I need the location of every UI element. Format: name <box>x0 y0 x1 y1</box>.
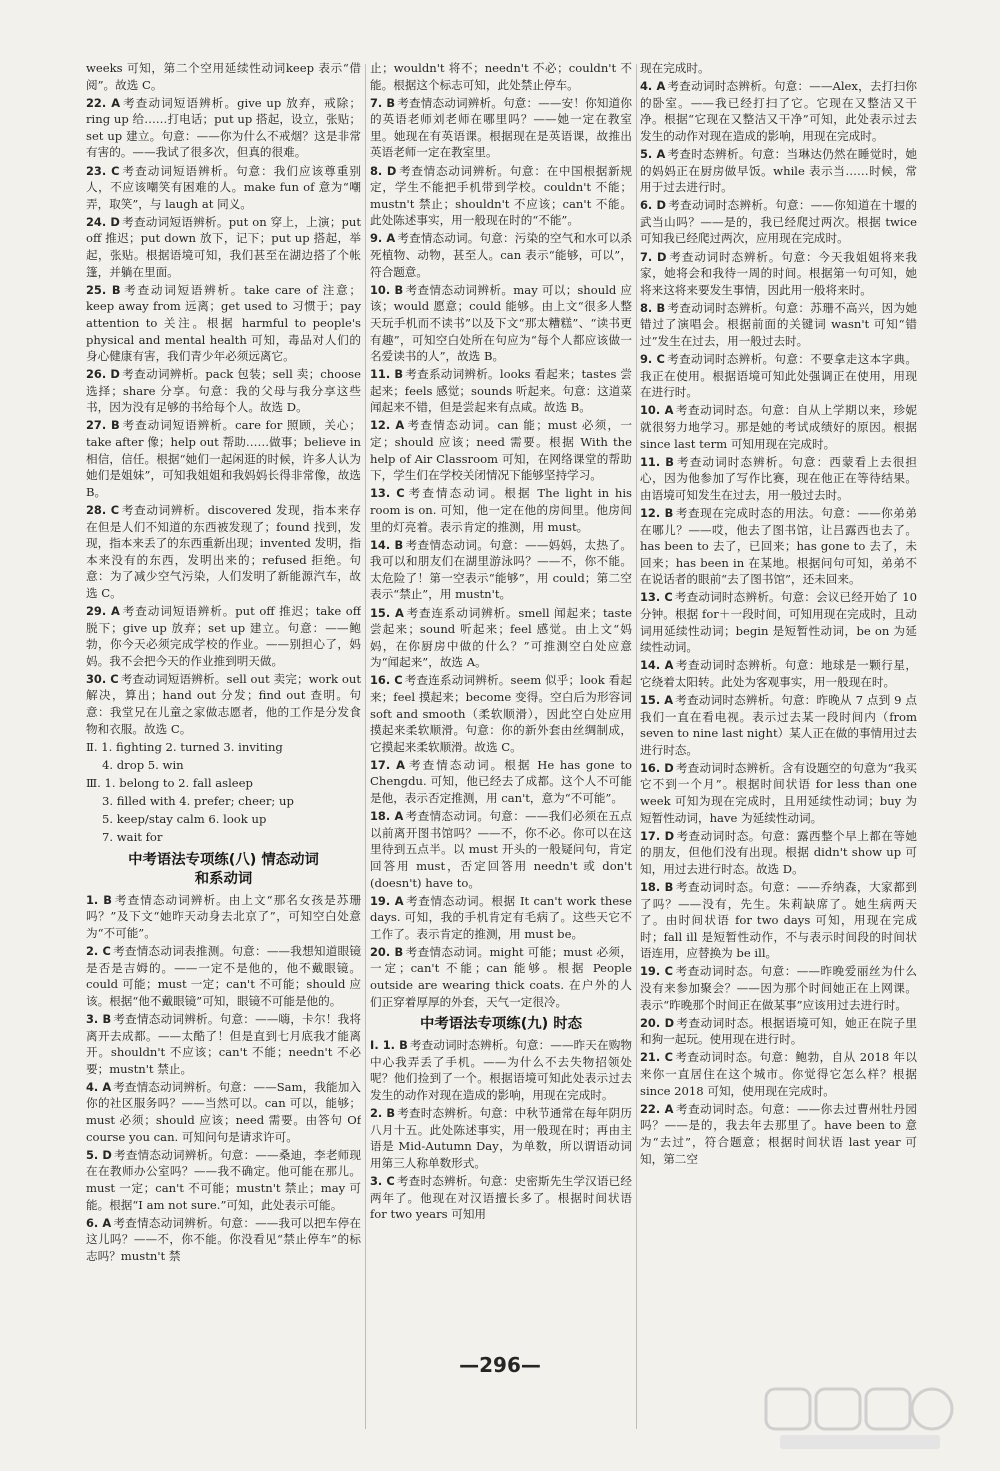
answer-number: 11. B <box>640 454 674 469</box>
answer-item <box>640 78 917 144</box>
answer-explanation: 4. drop 5. win <box>102 757 184 772</box>
answer-explanation: 考查动词短语辨析。take care of 注意；keep away from 远离；get used to 习惯于；pay attention to 关注。根据 harmful to people's physical and mental health 可知，毒品对人们的身心健康有害，我们青少年必须远离它。 <box>86 282 361 364</box>
answer-item <box>86 214 361 280</box>
answer-item <box>370 163 632 229</box>
answer-number: 26. D <box>86 367 120 382</box>
answer-item <box>640 589 917 655</box>
answer-item <box>86 95 361 161</box>
section-heading-grammar-9: 中考语法专项练(九) 时态 <box>419 1016 583 1033</box>
answer-item <box>86 1011 361 1077</box>
answer-explanation: 考查动词辨析。discovered 发现，指本来存在但是人们不知道的东西被发现了；found 找到，发现，指本来丢了的东西重新出现；invented 发明，指本来没有的东西，发明出来的；refused 拒绝。句意：为了减少空气污染，人们发明了新能源汽车，故选 C。 <box>86 502 361 600</box>
answer-number: 24. D <box>86 214 120 229</box>
answer-explanation: 考查情态动词。can 能；must 必须，一定；should 应该；need 需要。根据 With the help of Air Classroom 可知，在网络课堂的帮助下，学生们在学校关闭情况下能够坚持学习。 <box>370 418 632 483</box>
answer-number: 12. A <box>370 418 405 433</box>
answer-number: 20. B <box>370 944 404 959</box>
answer-explanation: 考查动词时态。句意：自从上学期以来，珍妮就很努力地学习。那是她的考试成绩好的原因。根据 since last term 可知用现在完成时。 <box>640 403 917 451</box>
answer-column-3 <box>640 60 917 1430</box>
answer-explanation: 考查动词短语辨析。care for 照顾，关心；take after 像；help out 帮助……做事；believe in 相信，信任。根据“她们一起闲逛的时候，许多人认为她们是姐妹”，可知我姐姐和我妈妈长得非常像，故选 B。 <box>86 418 361 499</box>
answer-number: 9. C <box>640 352 665 367</box>
answer-item <box>86 603 361 669</box>
answer-number: 30. C <box>86 671 119 686</box>
answer-number: 12. B <box>640 505 674 520</box>
answer-explanation: 7. wait for <box>102 830 163 845</box>
answer-explanation: 考查动词短语辨析。put off 推迟；take off 脱下；give up 放弃；set up 建立。句意：——鲍勃，你今天必须完成学校的作业。——别担心了，妈妈。我不会把今天的作业推到明天做。 <box>86 604 361 668</box>
answer-number: 25. B <box>86 282 121 297</box>
answer-explanation: 考查动词时态辨析。句意：西蒙看上去很担心，因为他参加了写作比赛，现在他正在等待结果。由语境可知发生在过去，用一般过去时。 <box>640 454 917 502</box>
answer-explanation: 考查情态动词。句意：——我们必须在五点以前离开图书馆吗？——不，你不必。你可以在这里待到五点半。以 must 开头的一般疑问句，肯定回答用 must，否定回答用 needn't 或 don't (doesn't) have to。 <box>370 809 632 890</box>
answer-number: 10. B <box>370 282 404 297</box>
answer-text-line <box>86 811 361 828</box>
answer-number: Ⅰ. 1. B <box>370 1038 408 1053</box>
answer-number: 2. C <box>86 944 111 959</box>
answer-number: 27. B <box>86 418 120 433</box>
answer-number: 29. A <box>86 604 120 618</box>
answer-item <box>640 1049 917 1099</box>
answer-number: 11. B <box>370 367 404 382</box>
answer-explanation: 考查情态动词辨析。句意：——桑迪，李老师现在在教师办公室吗？——我不确定。他可能在那儿。must 一定；can't 不可能；mustn't 禁止；may 可能。根据“I am not sure.”可知，此处表示可能。 <box>86 1147 361 1212</box>
answer-list-grammar-9-cont <box>640 60 917 1167</box>
answer-text-line <box>640 60 917 77</box>
answer-item <box>86 892 361 942</box>
answer-item <box>370 757 632 807</box>
answer-item <box>370 230 632 280</box>
answer-list-grammar-7 <box>86 60 361 846</box>
answer-number: 10. A <box>640 403 674 418</box>
answer-explanation: 考查情态动词。might 可能；must 必须，一定；can't 不能；can 能够。根据 People outside are wearing thick coats. 在户外的人们正穿着厚厚的外套，天气一定很冷。 <box>370 944 632 1009</box>
answer-text-line <box>86 757 361 774</box>
answer-number: 18. A <box>370 809 404 824</box>
answer-explanation: 3. filled with 4. prefer; cheer; up <box>102 794 294 809</box>
answer-text-line <box>86 829 361 846</box>
answer-explanation: 考查现在完成时态的用法。句意：——你弟弟在哪儿？——哎，他去了图书馆，让吕露西也去了。has been to 去了，已回来；has gone to 去了，未回来；has been in 在某地。根据问句可知，弟弟不在说话者的眼前“去了图书馆”，还未回来。 <box>640 505 917 587</box>
answer-explanation: 考查动词短语辨析。put on 穿上，上演；put off 推迟；put down 放下，记下；put up 搭起，举起，张贴。根据语境可知，我们甚至在湖边搭了个帐篷，并躺在里面。 <box>86 214 361 279</box>
answer-explanation: 考查动词时态。句意：——你去过曹州牡丹园吗？——是的，我去年去那里了。have been to 意为“去过”，符合题意；根据时间状语 last year 可知，第二空 <box>640 1101 917 1166</box>
answer-explanation: 考查情态动词辨析。句意：——嗨，卡尔！我将离开去成都。——太酷了！但是直到七月底我才能离开。shouldn't 不应该；can't 不能；needn't 不必要；mustn't 禁止。 <box>86 1011 361 1076</box>
answer-number: 14. B <box>370 537 404 552</box>
answer-explanation: 考查时态辨析。句意：当琳达仍然在睡觉时，她的妈妈正在厨房做早饭。while 表示当……时候，常用于过去进行时。 <box>640 146 917 195</box>
answer-number: 16. D <box>640 760 674 775</box>
answer-explanation: 考查动词时态辨析。句意：——Alex，去打扫你的卧室。——我已经打扫了它。它现在又整洁又干净。根据“它现在又整洁又干净”可知，此处表示过去发生的动作对现在造成的影响，用现在完成时。 <box>640 79 917 143</box>
answer-item <box>370 366 632 416</box>
answer-number: 2. B <box>370 1106 396 1121</box>
answer-number: 6. A <box>86 1215 112 1230</box>
answer-column-2 <box>370 60 632 1430</box>
answer-explanation: 考查连系动词辨析。seem 似乎；look 看起来；feel 摸起来；become 变得。空白后为形容词 soft and smooth（柔软顺滑），因此空白处应用摸起来柔软顺滑。句意：你的新外套由丝绸制成，它摸起来柔软顺滑。故选 C。 <box>370 673 632 754</box>
answer-item <box>370 672 632 755</box>
answer-number: 18. B <box>640 880 674 894</box>
answer-explanation: 考查情态动词。根据 It can't work these days. 可知，我的手机肯定有毛病了。这些天它不工作了。表示肯定的推测，用 must be。 <box>370 893 632 941</box>
answer-explanation: 考查动词时态。句意：——乔纳森，大家都到了吗？——没有，先生。朱莉缺席了。她生病两天了。由时间状语 for two days 可知，用现在完成时；fall ill 是短暂性动作，不与表示时间段的时间状语连用，应替换为 be ill。 <box>640 880 917 961</box>
answer-explanation: Ⅲ. 1. belong to 2. fall asleep <box>86 775 253 790</box>
answer-item <box>86 1215 361 1265</box>
answer-item <box>640 146 917 196</box>
answer-explanation: 考查动词短语辨析。句意：我们应该尊重别人，不应该嘲笑有困难的人。make fun of 意为“嘲弄，取笑”，与 laugh at 同义。 <box>86 163 361 211</box>
answer-number: 28. C <box>86 502 120 517</box>
answer-item <box>86 671 361 737</box>
answer-item <box>370 485 632 535</box>
answer-number: 7. D <box>640 249 667 264</box>
answer-explanation: 考查动词时态。句意：露西整个早上都在等她的朋友，但他们没有出现。根据 didn't show up 可知，用过去进行时态。故选 D。 <box>640 828 917 876</box>
answer-number: 21. C <box>640 1050 673 1065</box>
answer-number: 13. C <box>640 590 673 605</box>
answer-explanation: 考查动词时态辨析。句意：昨晚从 7 点到 9 点我们一直在看电视。表示过去某一段时间内（from seven to nine last night）某人正在做的事情用过去进行时态。 <box>640 692 917 757</box>
answer-number: 5. A <box>640 146 666 161</box>
answer-number: 17. A <box>370 757 405 772</box>
answer-explanation: 考查情态动词辨析。句意：——Sam，我能加入你的社区服务吗？——当然可以。can 可以，能够；must 必须；should 应该；need 需要。由答句 Of course you can. 可知问句是请求许可。 <box>86 1079 361 1144</box>
answer-number: 15. A <box>640 692 674 707</box>
answer-item <box>86 366 361 416</box>
answer-item <box>370 893 632 943</box>
answer-number: 20. D <box>640 1015 675 1030</box>
section-heading-grammar-8 <box>86 851 361 889</box>
answer-explanation: 考查动词时态。句意：鲍勃，自从 2018 年以来你一直居住在这个城市。你觉得它怎么样？根据 since 2018 可知，使用现在完成时。 <box>640 1050 917 1098</box>
answer-explanation: 考查动词时态辨析。句意：苏珊不高兴，因为她错过了演唱会。根据前面的关键词 wasn't 可知“错过”发生在过去，用一般过去时。 <box>640 300 917 348</box>
answer-explanation: 考查动词短语辨析。sell out 卖完；work out 解决，算出；hand out 分发；find out 查明。句意：我堂兄在儿童之家做志愿者，他的工作是分发食物和衣服。故选 C。 <box>86 671 361 736</box>
column-divider <box>365 64 366 1429</box>
answer-explanation: 考查情态动词。句意：污染的空气和水可以杀死植物、动物，甚至人。can 表示“能够，可以”，符合题意。 <box>370 231 632 279</box>
answer-item <box>370 1037 632 1103</box>
answer-number: 22. A <box>86 95 121 110</box>
answer-number: 5. D <box>86 1147 112 1162</box>
answer-item <box>370 808 632 891</box>
answer-text-line <box>86 60 361 93</box>
answer-item <box>370 944 632 1010</box>
answer-explanation: 考查动词时态辨析。句意：——你知道在十堰的武当山吗？——是的，我已经爬过两次。根据 twice 可知我已经爬过两次，应用现在完成时。 <box>640 198 917 246</box>
answer-item <box>370 605 632 671</box>
page-number: —296— <box>459 1353 541 1377</box>
answer-number: 8. D <box>370 163 397 178</box>
section-heading-line: 和系动词 <box>194 870 253 887</box>
answer-column-1 <box>86 60 361 1430</box>
answer-number: 6. D <box>640 198 666 213</box>
answer-item <box>640 300 917 350</box>
answer-explanation: 考查情态动词辨析。句意：——我可以把车停在这儿吗？——不，你不能。你没看见“禁止停车”的标志吗？mustn't 禁 <box>86 1215 361 1263</box>
answer-item <box>86 1079 361 1145</box>
answer-item <box>640 454 917 504</box>
answer-explanation: weeks 可知，第二个空用延续性动词keep 表示“借阅”。故选 C。 <box>86 61 361 92</box>
answer-item <box>640 402 917 452</box>
answer-item <box>86 502 361 602</box>
answer-item <box>370 417 632 483</box>
answer-explanation: 考查动词短语辨析。give up 放弃，戒除；ring up 给……打电话；put up 搭起，设立，张贴；set up 建立。句意：——你为什么不戒烟？这是非常有害的。——我试了很多次，但真的很难。 <box>86 95 361 160</box>
answer-number: 4. A <box>86 1079 112 1094</box>
answer-number: 19. C <box>640 964 674 979</box>
answer-number: 16. C <box>370 673 403 688</box>
answer-number: 9. A <box>370 231 396 246</box>
answer-list-grammar-8 <box>86 892 361 1265</box>
answer-explanation: 考查动词辨析。pack 包装；sell 卖；choose 选择；share 分享。句意：我的父母与我分享这些书，因为没有足够的书给每个人。故选 D。 <box>86 367 361 415</box>
answer-explanation: 考查情态动词辨析。由上文“那名女孩是苏珊吗？”及下文“她昨天动身去北京了”，可知空白处意为“不可能”。 <box>86 892 361 940</box>
answer-explanation: 考查系动词辨析。looks 看起来；tastes 尝起来；feels 感觉；sounds 听起来。句意：这道菜闻起来不错，但是尝起来有点咸。故选 B。 <box>370 367 632 415</box>
answer-number: 7. B <box>370 95 396 110</box>
answer-number: 19. A <box>370 893 404 908</box>
answer-explanation: 考查情态动词。根据 He has gone to Chengdu. 可知，他已经去了成都。这个人不可能是他，表示否定推测，用 can't，意为“不可能”。 <box>370 757 632 806</box>
answer-explanation: 考查情态动词。句意：——妈妈，太热了。我可以和朋友们在湖里游泳吗？——不，你不能。太危险了！第一空表示“能够”，用 could；第二空表示“禁止”，用 mustn't。 <box>370 537 632 602</box>
answer-number: 4. A <box>640 79 666 94</box>
answer-explanation: 现在完成时。 <box>640 61 710 75</box>
watermark-logo-icon <box>760 1383 960 1453</box>
answer-item <box>640 197 917 247</box>
answer-item <box>370 282 632 365</box>
answer-explanation: Ⅱ. 1. fighting 2. turned 3. inviting <box>86 739 283 754</box>
answer-list-grammar-9 <box>370 1037 632 1223</box>
section-heading-line: 中考语法专项练(八) 情态动词 <box>128 851 319 868</box>
answer-number: 3. B <box>86 1011 112 1026</box>
answer-explanation: 考查动词时态辨析。句意：今天我姐姐将来我家，她将会和我待一周的时间。根据第一句可知，她将来这将来要发生事情，因此用一般将来时。 <box>640 249 917 297</box>
answer-explanation: 考查情态动词。根据 The light in his room is on. 可知，他一定在他的房间里。他房间里的灯亮着。表示肯定的推测，用 must。 <box>370 486 632 534</box>
answer-item <box>370 95 632 161</box>
answer-item <box>640 249 917 299</box>
answer-item <box>640 351 917 401</box>
answer-number: 1. B <box>86 892 112 907</box>
answer-explanation: 考查动词时态。根据语境可知，她正在院子里和狗一起玩。使用现在进行时。 <box>640 1015 917 1047</box>
column-divider <box>636 64 637 1429</box>
answer-explanation: 考查动词时态辨析。含有设题空的句意为“我买它不到一个月”。根据时间状语 for less than one week 可知为现在完成时，且用延续性动词；buy 为短暂性动词，have 为延续性动词。 <box>640 760 917 825</box>
answer-item <box>86 943 361 1009</box>
answer-item <box>86 417 361 500</box>
answer-item <box>640 505 917 588</box>
answer-number: 17. D <box>640 828 675 843</box>
answer-item <box>86 163 361 213</box>
answer-number: 23. C <box>86 163 120 178</box>
answer-item <box>640 1015 917 1048</box>
answer-explanation: 考查动词时态。句意：——昨晚爱丽丝为什么没有来参加聚会？——因为那个时间她正在上网课。表示“昨晚那个时间正在做某事”应该用过去进行时。 <box>640 964 917 1012</box>
answer-explanation: 考查动词时态辨析。句意：——昨天在购物中心我弄丢了手机。——为什么不去失物招领处呢？他们捡到了一个。根据语境可知此处表示过去发生的动作对现在造成的影响，用现在完成时。 <box>370 1038 632 1103</box>
answer-explanation: 考查动词时态辨析。句意：地球是一颗行星，它绕着太阳转。此处为客观事实，用一般现在时。 <box>640 658 917 689</box>
answer-explanation: 5. keep/stay calm 6. look up <box>102 812 267 827</box>
answer-item <box>86 1147 361 1213</box>
answer-explanation: 考查动词时态辨析。句意：不要拿走这本字典。我正在使用。根据语境可知此处强调正在使用，用现在进行时。 <box>640 352 917 400</box>
answer-number: 8. B <box>640 300 666 315</box>
answer-text-line <box>86 739 361 756</box>
answer-text-line <box>86 793 361 810</box>
answer-item <box>640 828 917 878</box>
answer-number: 22. A <box>640 1101 674 1116</box>
answer-explanation: 止；wouldn't 将不；needn't 不必；couldn't 不能。根据这个标志可知，此处禁止停车。 <box>370 61 632 92</box>
answer-item <box>370 1105 632 1171</box>
answer-number: 3. C <box>370 1174 395 1188</box>
answer-explanation: 考查时态辨析。句意：史密斯先生学汉语已经两年了。他现在对汉语擅长多了。根据时间状语 for two years 可知用 <box>370 1174 632 1222</box>
answer-item <box>640 760 917 826</box>
answer-text-line <box>370 60 632 93</box>
answer-item <box>640 692 917 758</box>
answer-item <box>86 282 361 365</box>
answer-explanation: 考查情态动词辨析。句意：——安！你知道你的英语老师刘老师在哪里吗？——她一定在教室里。她现在有英语课。根据现在是英语课，故推出英语老师一定在教室里。 <box>370 95 632 160</box>
answer-item <box>370 537 632 603</box>
answer-item <box>640 963 917 1013</box>
answer-item <box>640 1101 917 1167</box>
answer-explanation: 考查动词时态辨析。句意：会议已经开始了 10 分钟。根据 for＋一段时间，可知用现在完成时，且动词用延续性动词；begin 是短暂性动词，be on 为延续性动词。 <box>640 590 917 655</box>
answer-explanation: 考查情态动词辨析。句意：在中国根据新规定，学生不能把手机带到学校。couldn't 不能；mustn't 禁止；shouldn't 不应该；can't 不能。此处陈述事实，用一般现在时的“不能”。 <box>370 163 632 228</box>
answer-item <box>640 657 917 690</box>
answer-explanation: 考查情态动词表推测。句意：——我想知道眼镜是否是吉姆的。——一定不是他的，他不戴眼镜。could 可能；must 一定；can't 不可能；should 应该。根据“他不戴眼镜”可知，眼镜不可能是他的。 <box>86 944 361 1008</box>
answer-explanation: 考查连系动词辨析。smell 闻起来；taste 尝起来；sound 听起来；feel 感觉。由上文“妈妈，在你厨房中做的什么？”可推测空白处应意为“闻起来”，故选 A。 <box>370 605 632 670</box>
answer-item <box>370 1173 632 1223</box>
answer-text-line <box>86 775 361 792</box>
answer-item <box>640 879 917 962</box>
answer-number: 15. A <box>370 605 404 620</box>
answer-list-grammar-8-cont <box>370 60 632 1010</box>
answer-number: 14. A <box>640 658 674 673</box>
answer-number: 13. C <box>370 486 405 501</box>
answer-explanation: 考查时态辨析。句意：中秋节通常在每年阴历八月十五。此处陈述事实，用一般现在时；再由主语是 Mid-Autumn Day，为单数，所以谓语动词用第三人称单数形式。 <box>370 1106 632 1170</box>
answer-explanation: 考查情态动词辨析。may 可以；should 应该；would 愿意；could 能够。由上文“很多人整天玩手机而不读书”以及下文“那太糟糕”、“读书更有趣”，可知空白处所在句应为“每个人都应该做一名爱读书的人”，故选 B。 <box>370 282 632 364</box>
